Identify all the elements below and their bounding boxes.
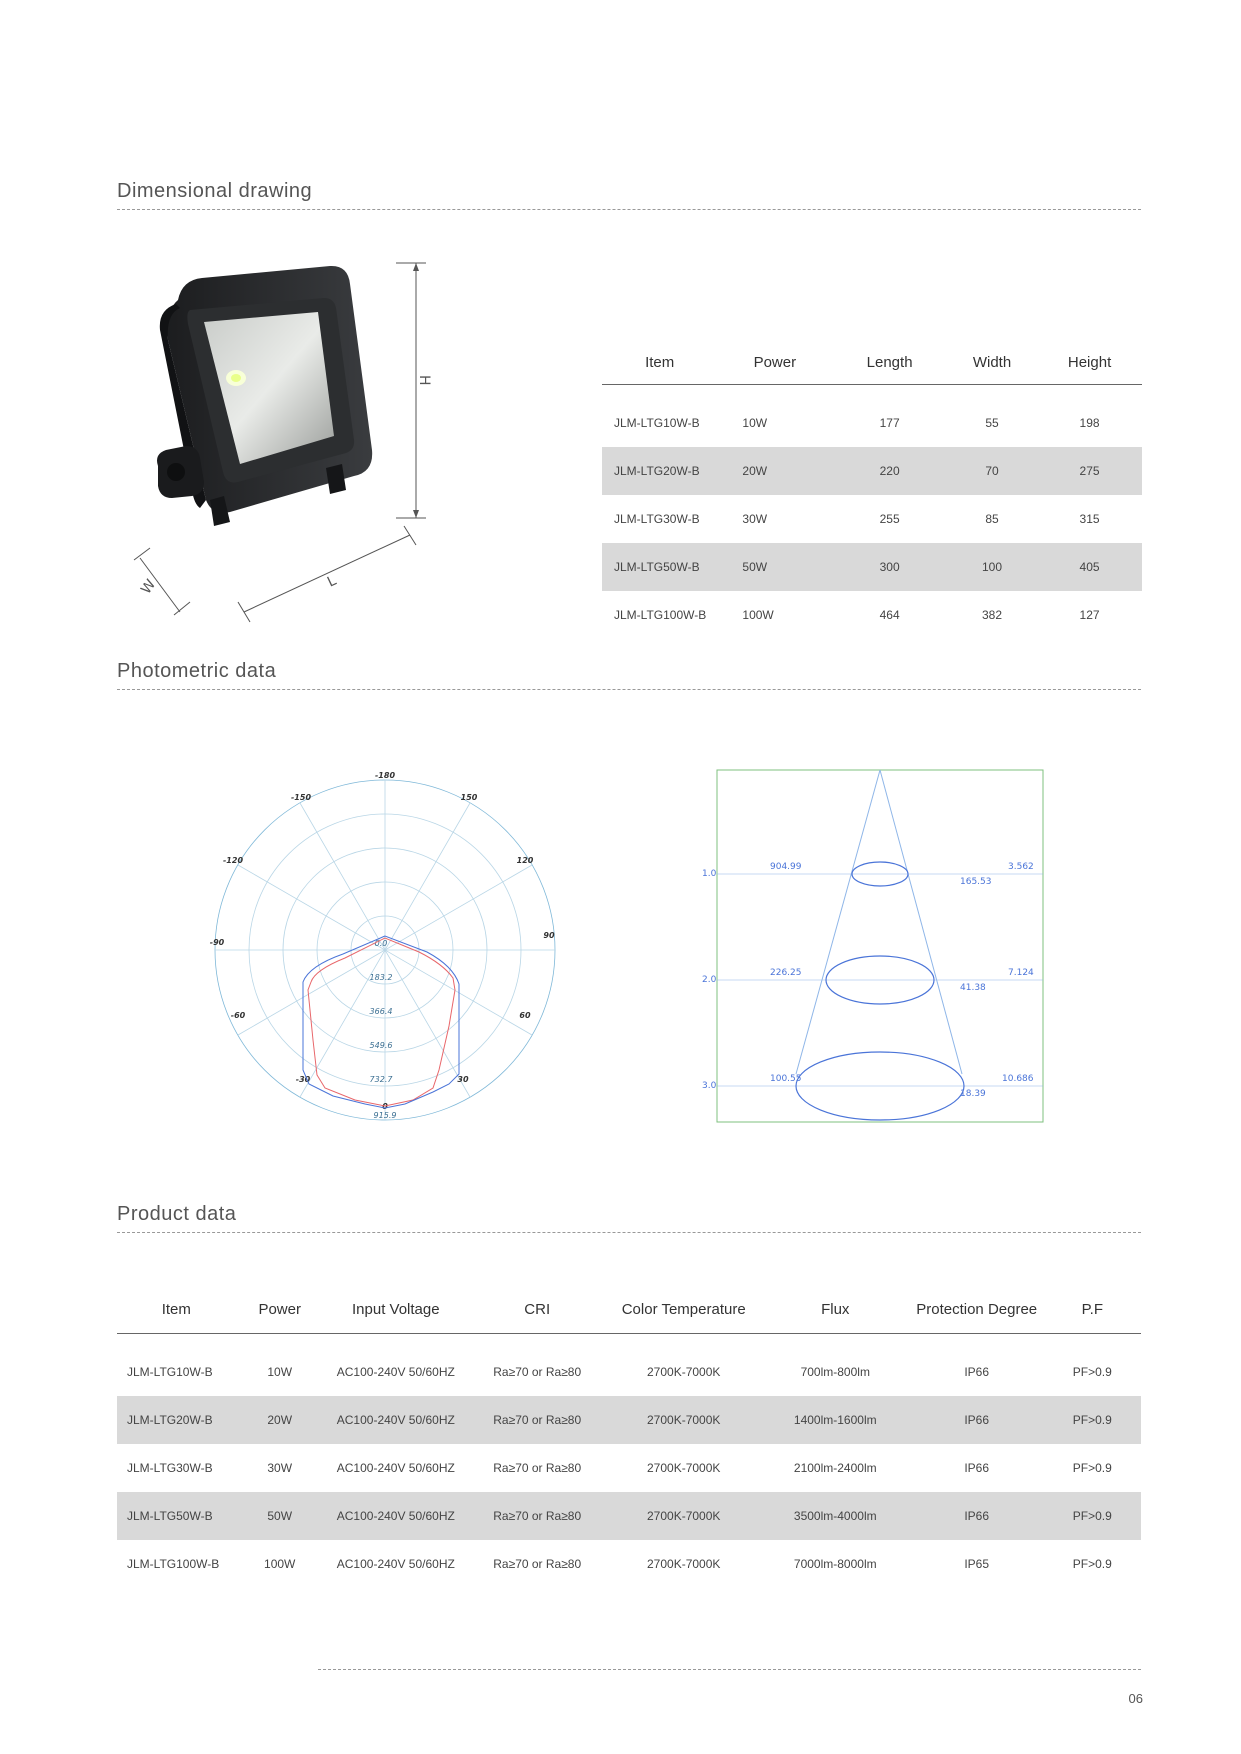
column-header: Length xyxy=(832,340,947,385)
cell-power: 100W xyxy=(742,608,774,622)
dimension-table xyxy=(602,340,1142,639)
table-row xyxy=(117,1396,1141,1444)
table-header-row xyxy=(117,1285,1141,1334)
cell-flux: 1400lm-1600lm xyxy=(761,1396,910,1444)
cell-height: 405 xyxy=(1037,543,1142,591)
diameter-label: 18.39 xyxy=(960,1089,986,1099)
angle-label: -60 xyxy=(230,1011,246,1020)
cell-voltage: AC100-240V 50/60HZ xyxy=(336,1557,455,1571)
table-row xyxy=(117,1444,1141,1492)
cell-length: 220 xyxy=(832,447,947,495)
cone-illuminance-chart xyxy=(690,768,1070,1128)
cell-cri: Ra≥70 or Ra≥80 xyxy=(493,1557,582,1571)
cell-width: 85 xyxy=(985,512,999,526)
cell-item: JLM-LTG10W-B xyxy=(614,416,700,430)
table-row xyxy=(602,495,1142,543)
cell-height: 275 xyxy=(1037,447,1142,495)
footer-divider xyxy=(318,1669,1141,1670)
angle-label: -120 xyxy=(222,856,244,865)
section-divider xyxy=(117,209,1141,210)
width-label: W xyxy=(138,576,160,598)
length-label: L xyxy=(324,572,339,591)
angle-label: -180 xyxy=(374,771,396,780)
table-row xyxy=(117,1540,1141,1588)
cell-protection: IP66 xyxy=(910,1396,1044,1444)
radial-label: 549.6 xyxy=(369,1041,393,1050)
column-header: Protection Degree xyxy=(910,1285,1044,1334)
cell-height: 127 xyxy=(1079,608,1100,622)
cell-item: JLM-LTG50W-B xyxy=(117,1492,236,1540)
cell-power: 30W xyxy=(267,1461,293,1475)
angle-label: 120 xyxy=(516,856,534,865)
column-header: Item xyxy=(602,340,717,385)
cell-item: JLM-LTG30W-B xyxy=(614,512,700,526)
page-number: 06 xyxy=(1128,1691,1143,1706)
cell-width: 382 xyxy=(981,608,1003,622)
section-title-dimensional: Dimensional drawing xyxy=(117,180,313,202)
cell-power: 50W xyxy=(717,543,832,591)
column-header: Height xyxy=(1037,340,1142,385)
table-row xyxy=(602,447,1142,495)
cell-cri: Ra≥70 or Ra≥80 xyxy=(468,1396,607,1444)
column-header: Power xyxy=(717,340,832,385)
table-row xyxy=(602,399,1142,447)
cell-length: 464 xyxy=(879,608,900,622)
cell-pf: PF>0.9 xyxy=(1044,1492,1141,1540)
section-title-product: Product data xyxy=(117,1203,237,1225)
radial-label: 732.7 xyxy=(369,1075,393,1084)
cell-flux: 700lm-800lm xyxy=(800,1365,870,1379)
value-label: 3.562 xyxy=(1008,862,1034,872)
cell-length: 300 xyxy=(832,543,947,591)
angle-label: -90 xyxy=(209,938,225,947)
cell-color-temperature: 2700K-7000K xyxy=(647,1461,721,1475)
column-header: Power xyxy=(236,1285,324,1334)
cell-flux: 7000lm-8000lm xyxy=(793,1557,877,1571)
cell-pf: PF>0.9 xyxy=(1044,1396,1141,1444)
cell-protection: IP66 xyxy=(910,1492,1044,1540)
value-label: 7.124 xyxy=(1008,968,1034,978)
cell-length: 255 xyxy=(879,512,900,526)
cell-item: JLM-LTG50W-B xyxy=(602,543,717,591)
cell-power: 30W xyxy=(742,512,768,526)
cell-protection: IP66 xyxy=(964,1461,990,1475)
value-label: 10.686 xyxy=(1002,1074,1034,1084)
angle-label: -30 xyxy=(295,1075,311,1084)
cell-power: 50W xyxy=(236,1492,324,1540)
cell-power: 20W xyxy=(717,447,832,495)
cell-flux: 3500lm-4000lm xyxy=(761,1492,910,1540)
cell-power: 10W xyxy=(742,416,768,430)
cell-cri: Ra≥70 or Ra≥80 xyxy=(493,1461,582,1475)
table-row xyxy=(602,591,1142,639)
section-divider xyxy=(117,1232,1141,1233)
product-data-table xyxy=(117,1285,1141,1588)
diameter-label: 41.38 xyxy=(960,983,986,993)
cell-pf: PF>0.9 xyxy=(1072,1461,1112,1475)
cell-item: JLM-LTG10W-B xyxy=(127,1365,213,1379)
cell-cri: Ra≥70 or Ra≥80 xyxy=(493,1365,582,1379)
angle-label: 150 xyxy=(460,793,478,802)
cell-item: JLM-LTG100W-B xyxy=(127,1557,220,1571)
cell-pf: PF>0.9 xyxy=(1072,1557,1112,1571)
height-label: H xyxy=(416,375,432,386)
angle-label: 90 xyxy=(543,931,555,940)
angle-label: 30 xyxy=(457,1075,469,1084)
radial-label: 183.2 xyxy=(369,973,393,982)
cell-item: JLM-LTG100W-B xyxy=(614,608,707,622)
cell-voltage: AC100-240V 50/60HZ xyxy=(336,1461,455,1475)
illuminance-label: 100.55 xyxy=(770,1074,802,1084)
angle-label: 60 xyxy=(519,1011,531,1020)
angle-label: -150 xyxy=(290,793,312,802)
column-header: Width xyxy=(947,340,1037,385)
column-header: Item xyxy=(117,1285,236,1334)
cell-width: 55 xyxy=(985,416,999,430)
cell-length: 177 xyxy=(879,416,900,430)
distance-label: 2.0 xyxy=(702,975,717,985)
diameter-label: 165.53 xyxy=(960,877,992,887)
cell-pf: PF>0.9 xyxy=(1072,1365,1112,1379)
cell-item: JLM-LTG20W-B xyxy=(602,447,717,495)
table-row xyxy=(602,543,1142,591)
cell-cri: Ra≥70 or Ra≥80 xyxy=(468,1492,607,1540)
cell-color-temperature: 2700K-7000K xyxy=(647,1557,721,1571)
column-header: Input Voltage xyxy=(324,1285,468,1334)
cell-voltage: AC100-240V 50/60HZ xyxy=(324,1396,468,1444)
cell-color-temperature: 2700K-7000K xyxy=(647,1365,721,1379)
angle-label: 0 xyxy=(382,1102,388,1111)
distance-label: 1.0 xyxy=(702,869,717,879)
cell-power: 20W xyxy=(236,1396,324,1444)
cell-flux: 2100lm-2400lm xyxy=(793,1461,877,1475)
cell-width: 70 xyxy=(947,447,1037,495)
column-header: CRI xyxy=(468,1285,607,1334)
polar-distribution-chart xyxy=(205,770,565,1140)
illuminance-label: 904.99 xyxy=(770,862,802,872)
cell-item: JLM-LTG30W-B xyxy=(127,1461,213,1475)
cell-protection: IP66 xyxy=(964,1365,990,1379)
cell-height: 315 xyxy=(1079,512,1100,526)
floodlight-dimension-drawing xyxy=(120,250,450,630)
table-header-row xyxy=(602,340,1142,385)
table-row xyxy=(117,1492,1141,1540)
column-header: Flux xyxy=(761,1285,910,1334)
distance-label: 3.0 xyxy=(702,1081,717,1091)
radial-label: 0.0 xyxy=(374,939,388,948)
radial-label: 915.9 xyxy=(373,1111,397,1120)
cell-color-temperature: 2700K-7000K xyxy=(607,1396,761,1444)
cell-power: 10W xyxy=(267,1365,293,1379)
cell-voltage: AC100-240V 50/60HZ xyxy=(336,1365,455,1379)
cell-color-temperature: 2700K-7000K xyxy=(607,1492,761,1540)
cell-protection: IP65 xyxy=(964,1557,990,1571)
column-header: P.F xyxy=(1044,1285,1141,1334)
cell-item: JLM-LTG20W-B xyxy=(117,1396,236,1444)
section-divider xyxy=(117,689,1141,690)
cell-height: 198 xyxy=(1079,416,1100,430)
illuminance-label: 226.25 xyxy=(770,968,802,978)
table-row xyxy=(117,1348,1141,1396)
cell-power: 100W xyxy=(264,1557,296,1571)
column-header: Color Temperature xyxy=(607,1285,761,1334)
section-title-photometric: Photometric data xyxy=(117,660,277,682)
cell-width: 100 xyxy=(947,543,1037,591)
cell-voltage: AC100-240V 50/60HZ xyxy=(324,1492,468,1540)
radial-label: 366.4 xyxy=(369,1007,393,1016)
